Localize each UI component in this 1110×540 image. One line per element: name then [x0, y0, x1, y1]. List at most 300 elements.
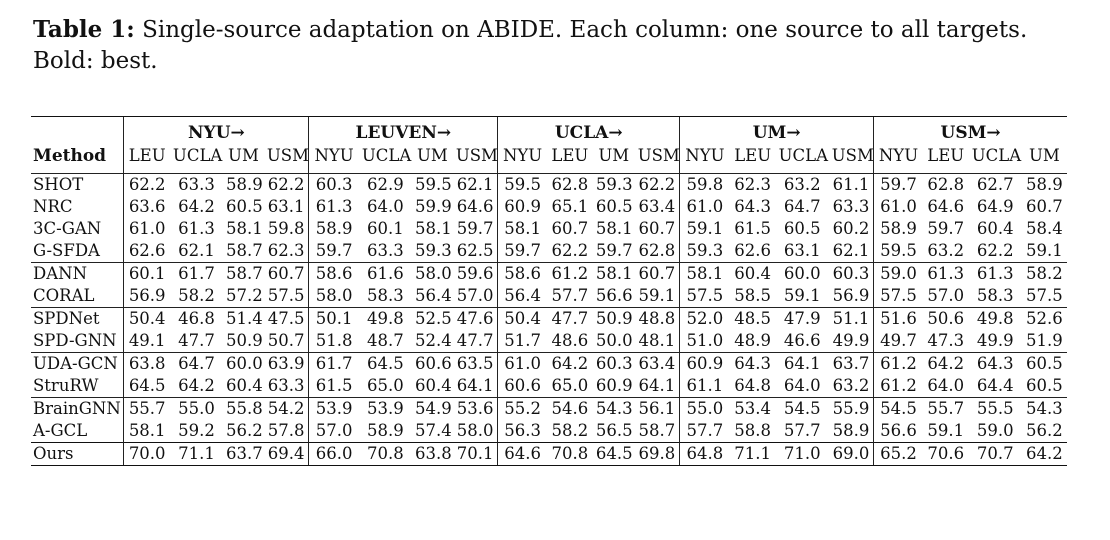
value-cell: 58.2 [551, 421, 589, 440]
value-cell: 60.7 [635, 263, 680, 286]
value-cell: 54.6 [547, 398, 593, 421]
value-cell: 59.6 [453, 263, 498, 286]
value-cell: 58.1 [124, 420, 170, 443]
value-cell: 59.3 [593, 174, 635, 197]
value-cell: 62.2 [124, 174, 170, 197]
value-cell: 61.3 [178, 219, 215, 238]
value-cell: 58.1 [593, 263, 635, 286]
value-cell: 64.0 [783, 376, 821, 395]
value-cell: 60.6 [498, 375, 547, 398]
value-cell: 58.1 [414, 219, 452, 238]
value-cell: 50.1 [309, 308, 359, 331]
value-cell: 59.8 [267, 219, 305, 238]
value-cell: 61.6 [359, 263, 412, 286]
value-cell: 60.3 [309, 174, 359, 197]
value-cell: 54.2 [264, 398, 309, 421]
method-header: Method [33, 146, 107, 166]
value-cell: 56.2 [1026, 421, 1063, 440]
target-header: LEU [124, 145, 170, 174]
value-cell: 62.6 [124, 240, 170, 263]
value-cell: 62.3 [730, 174, 776, 197]
value-cell: 59.7 [498, 240, 547, 263]
value-cell: 47.7 [547, 308, 593, 331]
value-cell: 62.6 [734, 241, 772, 260]
caption-text: Single-source adaptation on ABIDE. Each column: one source to all targets. Bold: best. [33, 17, 1028, 74]
value-cell: 60.2 [832, 219, 870, 238]
value-cell: 60.1 [124, 263, 170, 286]
value-cell: 65.2 [874, 443, 923, 466]
value-cell: 52.6 [1022, 308, 1067, 331]
value-cell: 57.7 [551, 286, 589, 305]
value-cell: 63.4 [635, 353, 680, 376]
value-cell: 70.0 [124, 443, 170, 466]
value-cell: 59.0 [874, 263, 923, 286]
value-cell: 70.1 [453, 443, 498, 466]
value-cell: 64.2 [1022, 443, 1067, 466]
table-row [31, 375, 1067, 398]
value-cell: 59.5 [498, 174, 547, 197]
value-cell: 55.5 [969, 398, 1022, 421]
target-header: UM [1029, 146, 1060, 165]
value-cell: 63.3 [367, 241, 404, 260]
target-header: UM [417, 146, 448, 165]
value-cell: 61.2 [547, 263, 593, 286]
method-cell: CORAL [33, 286, 95, 305]
value-cell: 69.0 [829, 443, 874, 466]
value-cell: 61.0 [680, 196, 730, 218]
value-cell: 48.7 [367, 331, 404, 350]
value-cell: 49.1 [124, 330, 170, 353]
value-cell: 55.0 [170, 398, 223, 421]
value-cell: 64.7 [170, 353, 223, 376]
value-cell: 64.6 [927, 197, 965, 216]
value-cell: 57.5 [1026, 286, 1063, 305]
group-header: LEUVEN→ [309, 117, 498, 146]
value-cell: 53.9 [309, 398, 359, 421]
value-cell: 63.2 [776, 174, 829, 197]
target-header: NYU [498, 145, 547, 174]
value-cell: 47.5 [264, 308, 309, 331]
value-cell: 60.0 [223, 353, 264, 376]
value-cell: 53.4 [730, 398, 776, 421]
value-cell: 59.3 [414, 241, 452, 260]
value-cell: 63.8 [412, 443, 453, 466]
value-cell: 58.8 [734, 421, 772, 440]
value-cell: 59.7 [309, 240, 359, 263]
value-cell: 57.0 [927, 286, 965, 305]
value-cell: 51.9 [1026, 331, 1063, 350]
value-cell: 61.0 [874, 196, 923, 218]
value-cell: 50.9 [226, 331, 263, 350]
value-cell: 62.1 [178, 241, 215, 260]
value-cell: 57.0 [456, 286, 494, 305]
method-header-spacer [31, 117, 124, 146]
value-cell: 55.7 [124, 398, 170, 421]
method-cell: BrainGNN [31, 398, 124, 421]
value-cell: 60.5 [1026, 376, 1063, 395]
value-cell: 60.7 [551, 219, 589, 238]
value-cell: 57.5 [680, 285, 730, 308]
value-cell: 51.1 [829, 308, 874, 331]
value-cell: 59.7 [874, 174, 923, 197]
value-cell: 58.3 [976, 286, 1014, 305]
value-cell: 61.5 [309, 375, 359, 398]
value-cell: 48.8 [635, 308, 680, 331]
value-cell: 64.2 [923, 353, 969, 376]
value-cell: 60.3 [593, 353, 635, 376]
value-cell: 64.1 [456, 376, 494, 395]
method-cell: SHOT [31, 174, 124, 197]
value-cell: 63.4 [638, 197, 676, 216]
value-cell: 47.6 [453, 308, 498, 331]
value-cell: 46.8 [170, 308, 223, 331]
value-cell: 49.9 [832, 331, 870, 350]
value-cell: 53.6 [453, 398, 498, 421]
value-cell: 50.7 [267, 331, 305, 350]
value-cell: 64.0 [367, 197, 404, 216]
value-cell: 58.1 [595, 219, 633, 238]
value-cell: 60.9 [680, 353, 730, 376]
value-cell: 64.5 [359, 353, 412, 376]
value-cell: 64.5 [124, 375, 170, 398]
group-header: USM→ [874, 117, 1067, 146]
value-cell: 63.2 [832, 376, 870, 395]
value-cell: 62.2 [264, 174, 309, 197]
value-cell: 51.7 [498, 330, 547, 353]
value-cell: 70.8 [359, 443, 412, 466]
value-cell: 61.7 [309, 353, 359, 376]
value-cell: 59.5 [874, 240, 923, 263]
value-cell: 51.0 [680, 330, 730, 353]
value-cell: 57.7 [680, 420, 730, 443]
value-cell: 63.1 [267, 197, 305, 216]
table-row [31, 398, 1067, 421]
value-cell: 58.4 [1026, 219, 1063, 238]
value-cell: 49.8 [359, 308, 412, 331]
value-cell: 60.4 [226, 376, 263, 395]
value-cell: 56.4 [414, 286, 452, 305]
value-cell: 60.5 [1022, 353, 1067, 376]
value-cell: 62.1 [832, 241, 870, 260]
value-cell: 63.3 [832, 197, 870, 216]
value-cell: 52.5 [412, 308, 453, 331]
value-cell: 60.1 [367, 219, 404, 238]
table-row [31, 443, 1067, 466]
value-cell: 59.5 [412, 174, 453, 197]
value-cell: 60.4 [976, 219, 1014, 238]
group-header-row [31, 117, 1067, 146]
value-cell: 58.2 [1022, 263, 1067, 286]
value-cell: 58.0 [456, 421, 494, 440]
value-cell: 59.1 [680, 218, 730, 240]
value-cell: 60.9 [498, 196, 547, 218]
target-header: USM [637, 146, 680, 165]
value-cell: 64.5 [593, 443, 635, 466]
value-cell: 51.6 [874, 308, 923, 331]
value-cell: 63.3 [170, 174, 223, 197]
method-cell: SPD-GNN [33, 331, 117, 350]
value-cell: 61.2 [874, 375, 923, 398]
target-header: UCLA [778, 146, 829, 165]
value-cell: 59.1 [927, 421, 965, 440]
value-cell: 62.7 [969, 174, 1022, 197]
value-cell: 58.3 [367, 286, 404, 305]
value-cell: 63.2 [927, 241, 965, 260]
value-cell: 58.0 [309, 285, 359, 308]
value-cell: 50.4 [498, 308, 547, 331]
value-cell: 60.5 [226, 197, 263, 216]
value-cell: 59.2 [178, 421, 215, 440]
table-row [31, 263, 1067, 286]
value-cell: 57.0 [309, 420, 359, 443]
value-cell: 71.1 [730, 443, 776, 466]
value-cell: 58.6 [498, 263, 547, 286]
value-cell: 64.1 [638, 376, 676, 395]
target-header: USM [266, 146, 309, 165]
target-header: UM [598, 146, 630, 165]
value-cell: 59.1 [1026, 241, 1063, 260]
value-cell: 62.1 [453, 174, 498, 197]
value-cell: 50.9 [593, 308, 635, 331]
value-cell: 57.2 [226, 286, 263, 305]
value-cell: 64.3 [734, 197, 772, 216]
value-cell: 64.6 [456, 197, 494, 216]
value-cell: 58.1 [498, 218, 547, 240]
value-cell: 58.9 [367, 421, 404, 440]
target-header: LEU [927, 146, 965, 165]
value-cell: 53.9 [359, 398, 412, 421]
value-cell: 64.8 [680, 443, 730, 466]
value-cell: 46.6 [783, 331, 821, 350]
value-cell: 69.4 [264, 443, 309, 466]
target-header: NYU [680, 145, 730, 174]
table-row [31, 420, 1067, 443]
target-header: UM [228, 146, 259, 165]
group-header: UCLA→ [498, 117, 680, 146]
value-cell: 63.6 [124, 196, 170, 218]
value-cell: 51.8 [309, 330, 359, 353]
value-cell: 64.3 [969, 353, 1022, 376]
value-cell: 63.1 [783, 241, 821, 260]
value-cell: 56.5 [595, 421, 633, 440]
group-header: UM→ [680, 117, 874, 146]
value-cell: 64.1 [776, 353, 829, 376]
value-cell: 60.5 [595, 197, 633, 216]
target-header: LEU [734, 146, 772, 165]
value-cell: 62.8 [547, 174, 593, 197]
target-header-row [31, 145, 1067, 174]
value-cell: 56.4 [498, 285, 547, 308]
value-cell: 64.3 [730, 353, 776, 376]
value-cell: 58.9 [1022, 174, 1067, 197]
value-cell: 65.0 [551, 376, 589, 395]
value-cell: 62.8 [923, 174, 969, 197]
value-cell: 63.7 [223, 443, 264, 466]
value-cell: 57.5 [267, 286, 305, 305]
value-cell: 54.3 [1022, 398, 1067, 421]
value-cell: 48.5 [730, 308, 776, 331]
value-cell: 60.7 [1026, 197, 1063, 216]
value-cell: 58.1 [680, 263, 730, 286]
value-cell: 58.7 [226, 241, 263, 260]
value-cell: 48.6 [551, 331, 589, 350]
target-header: NYU [309, 145, 359, 174]
value-cell: 58.7 [223, 263, 264, 286]
value-cell: 58.0 [412, 263, 453, 286]
value-cell: 56.9 [124, 285, 170, 308]
value-cell: 59.8 [680, 174, 730, 197]
value-cell: 56.1 [635, 398, 680, 421]
value-cell: 71.0 [776, 443, 829, 466]
value-cell: 54.5 [874, 398, 923, 421]
method-cell: DANN [31, 263, 124, 286]
value-cell: 60.3 [829, 263, 874, 286]
value-cell: 62.8 [638, 241, 676, 260]
value-cell: 60.4 [414, 376, 452, 395]
value-cell: 61.1 [829, 174, 874, 197]
method-cell: UDA-GCN [31, 353, 124, 376]
value-cell: 59.3 [680, 240, 730, 263]
method-cell: G-SFDA [33, 241, 100, 260]
value-cell: 58.2 [178, 286, 215, 305]
value-cell: 58.9 [309, 218, 359, 240]
value-cell: 56.2 [226, 421, 263, 440]
value-cell: 59.7 [927, 219, 965, 238]
value-cell: 58.1 [226, 219, 263, 238]
value-cell: 64.7 [783, 197, 821, 216]
value-cell: 58.9 [832, 421, 870, 440]
value-cell: 63.3 [267, 376, 305, 395]
value-cell: 49.8 [969, 308, 1022, 331]
method-cell: Ours [31, 443, 124, 466]
value-cell: 63.8 [124, 353, 170, 376]
value-cell: 58.9 [223, 174, 264, 197]
value-cell: 60.4 [730, 263, 776, 286]
value-cell: 49.7 [874, 330, 923, 353]
value-cell: 64.2 [547, 353, 593, 376]
value-cell: 47.3 [927, 331, 965, 350]
value-cell: 63.5 [453, 353, 498, 376]
value-cell: 56.3 [498, 420, 547, 443]
target-header: LEU [551, 146, 589, 165]
value-cell: 61.7 [170, 263, 223, 286]
value-cell: 59.1 [783, 286, 821, 305]
value-cell: 61.5 [734, 219, 772, 238]
method-cell: SPDNet [31, 308, 124, 331]
value-cell: 59.1 [638, 286, 676, 305]
value-cell: 70.8 [547, 443, 593, 466]
value-cell: 62.2 [635, 174, 680, 197]
value-cell: 55.9 [829, 398, 874, 421]
value-cell: 64.2 [178, 376, 215, 395]
value-cell: 56.9 [832, 286, 870, 305]
value-cell: 60.9 [595, 376, 633, 395]
value-cell: 65.0 [367, 376, 404, 395]
table-row [31, 174, 1067, 197]
value-cell: 58.6 [309, 263, 359, 286]
value-cell: 50.0 [595, 331, 633, 350]
table-row [31, 308, 1067, 331]
value-cell: 48.1 [638, 331, 676, 350]
value-cell: 65.1 [551, 197, 589, 216]
value-cell: 61.1 [680, 375, 730, 398]
method-cell: StruRW [33, 376, 99, 395]
value-cell: 61.3 [923, 263, 969, 286]
value-cell: 64.8 [734, 376, 772, 395]
table-row [31, 196, 1067, 218]
value-cell: 55.8 [223, 398, 264, 421]
value-cell: 49.9 [976, 331, 1014, 350]
value-cell: 48.9 [734, 331, 772, 350]
target-header: UCLA [361, 146, 412, 165]
target-header: UCLA [971, 146, 1022, 165]
value-cell: 55.0 [680, 398, 730, 421]
target-header: USM [831, 146, 874, 165]
group-header: NYU→ [124, 117, 309, 146]
value-cell: 51.4 [223, 308, 264, 331]
table-row [31, 285, 1067, 308]
value-cell: 62.3 [267, 241, 305, 260]
method-cell: A-GCL [33, 421, 88, 440]
value-cell: 64.2 [178, 197, 215, 216]
target-header: USM [455, 146, 498, 165]
method-cell: 3C-GAN [33, 219, 102, 238]
value-cell: 54.5 [776, 398, 829, 421]
value-cell: 64.6 [498, 443, 547, 466]
value-cell: 64.0 [927, 376, 965, 395]
value-cell: 60.7 [638, 219, 676, 238]
value-cell: 58.9 [874, 218, 923, 240]
value-cell: 71.1 [170, 443, 223, 466]
value-cell: 60.5 [783, 219, 821, 238]
value-cell: 66.0 [309, 443, 359, 466]
value-cell: 61.0 [498, 353, 547, 376]
value-cell: 56.6 [595, 286, 633, 305]
value-cell: 61.2 [874, 353, 923, 376]
value-cell: 54.9 [412, 398, 453, 421]
value-cell: 70.6 [923, 443, 969, 466]
value-cell: 60.7 [264, 263, 309, 286]
value-cell: 52.0 [680, 308, 730, 331]
value-cell: 52.4 [414, 331, 452, 350]
value-cell: 57.7 [783, 421, 821, 440]
value-cell: 61.3 [969, 263, 1022, 286]
value-cell: 57.4 [414, 421, 452, 440]
value-cell: 61.3 [309, 196, 359, 218]
value-cell: 62.2 [976, 241, 1014, 260]
value-cell: 50.6 [923, 308, 969, 331]
value-cell: 58.5 [734, 286, 772, 305]
value-cell: 59.7 [595, 241, 633, 260]
value-cell: 58.7 [638, 421, 676, 440]
value-cell: 60.6 [412, 353, 453, 376]
results-table [31, 116, 1067, 466]
value-cell: 63.9 [264, 353, 309, 376]
table-row [31, 218, 1067, 240]
value-cell: 47.7 [178, 331, 215, 350]
value-cell: 62.5 [456, 241, 494, 260]
value-cell: 64.4 [976, 376, 1014, 395]
value-cell: 47.7 [456, 331, 494, 350]
value-cell: 55.2 [498, 398, 547, 421]
value-cell: 50.4 [124, 308, 170, 331]
value-cell: 57.5 [874, 285, 923, 308]
value-cell: 64.9 [976, 197, 1014, 216]
value-cell: 59.9 [414, 197, 452, 216]
value-cell: 61.0 [124, 218, 170, 240]
value-cell: 59.0 [976, 421, 1014, 440]
value-cell: 60.0 [776, 263, 829, 286]
